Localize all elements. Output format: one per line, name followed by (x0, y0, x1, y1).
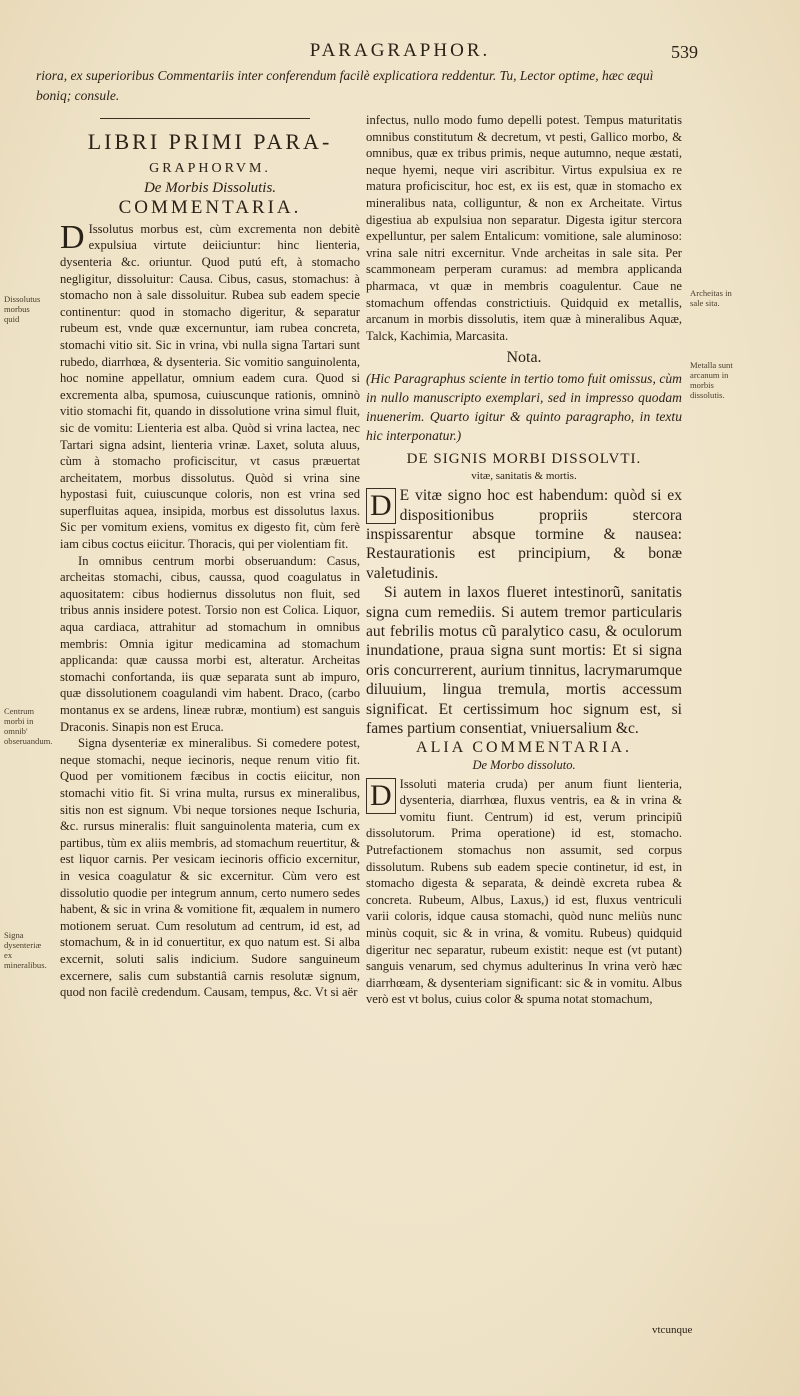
drop-cap-boxed-2: D (366, 778, 396, 814)
right-column (366, 112, 682, 1008)
title-rule (100, 118, 310, 119)
book-subtitle: GRAPHORVM. (149, 161, 271, 176)
book-title: LIBRI PRIMI PARA- (87, 129, 333, 154)
nota-heading: Nota. (506, 349, 542, 367)
catchword: vtcunque (652, 1324, 693, 1336)
alia-paragraph: D Issoluti materia cruda) per anum fiunt lienteria, dysenteria, diarrhœa, fluxus ventris, ea & in vrina & vomitu fiunt. Centrum) id est, verum principiũ dissolutorum. Prima operatione) id est, stomacho. Putrefactionem stomachus non assumit, sed corpus dissolutum. Rubens sub eadem specie continetur, id est, in stomacho digesta & separata, & deindè excreta rubea & concreta. Rubeum, Albus, Laxus,) id est, fluxus ventriculi varii coloris, idque causa stomachi, quòd nunc meliùs nunc minùs coquit, sic & in vrina, & vomitu. Rubeus) quidquid digeritur nec separatur, rubeum existit: neque est (vt putant) sanguis venarum, sed chymus adulterinus In vrina verò hæc diarrhœam, & dysenteriam significant: sic & in vomitu. Albus verò est vt bolus, cuius color & spuma notat stomachum, (366, 776, 682, 1007)
drop-cap: D (60, 218, 85, 256)
paragraph-3: Signa dysenteriæ ex mineralibus. Si comedere potest, neque stomachi, neque iecinoris, neque renum vitio fit. Quod per vomitionem fæcibus in coctis eiicitur, non stomachi vitio fit. Si vrina multa, rursus ex mineralibus, sitis non est signum. Vbi neque torsiones neque Ischuria, &c. rursus mineralis: fluit sanguinolenta materia, cum ex partibus, tùm ex aliis membris, ad stomachum reuertitur, & est liquor carnis. Per vesicam iecinoris officio excernitur, in vesica coagulatur & sic excernitur. Cùm vero est dissolutio quodie per integrum annum, certo numero sedes habent, & sic in vrina & vomitione fit, æqualem in numero motionem seruat. Cum resolutum ad centrum, id est, ad stomachum, & in id conuertitur, ex quo natum est. Si alba excernit, soluti salis indicium. Sudore sanguineum excernere, salis cum substantiâ carnis resolutæ signum, quod non facilè credendum. Causam, tempus, &c. Vt si aër (60, 736, 360, 1000)
paragraph-continued: infectus, nullo modo fumo depelli potest. Tempus maturitatis omnibus constitutum & decretum, vt pesti, Gallico morbo, & omnibus, quæ ex tribus primis, neque autumno, neque æstati, neque hyemi, neque viri ascribitur. Virtus expulsiua ex re matura proficiscitur, hoc est, ex iis est, quæ in stomacho ex mineralibus nata, colliguntur, & non ex Archeitate. Virtus digestiua ab expulsiua non separatur. Digesta igitur stercora expelluntur, per salem Entalicum: vomitione, sale aluminoso: vrina sale nitri excernitur. Vnde archeitas in sale sita. Per scammoneam perperam curamus: ad membra applicanda pharmaca, vt quæ in membris coagulentur. Caue ne stomachum offendas constrictiuis. Quidquid ex metallis, arcanum in morbis dissolutis, item quæ à mineralibus Aquæ, Talck, Kachimia, Marcasita. (366, 113, 682, 343)
margin-note-left-1: Dissolutus morbus quid (4, 294, 41, 324)
nota-text: (Hic Paragraphus sciente in tertio tomo fuit omissus, cùm in nullo manuscripto exemplari, sed in impresso quodam inuenerim. Quarto igitur & quinto paragrapho, in textu hic interponatur.) (366, 370, 682, 443)
page-number: 539 (671, 42, 698, 62)
section-title: De Morbis Dissolutis. (143, 179, 277, 196)
intro-text: riora, ex superioribus Commentariis inter conferendum facilè explicatiora reddentur. Tu, Lector optime, hæc æquì boniq; consule. (36, 68, 654, 103)
alia-subheading: De Morbo dissoluto. (472, 757, 576, 772)
paragraph-1: D Issolutus morbus est, cùm excrementa non debitè expulsiua virtute deiiciuntur: hinc lienteria, dysenteria &c. oriuntur. Quod putú eft, à stomacho negligitur, dissoluitur: Causa. Cibus, casus, stomachus: à stomacho non à sale dissoluitur. Rubea sub eadem specie continentur: quod in stomacho digeritur, & separatur rubeum est, vnde quæ excernuntur, iam rubea concreta, stomachi vitio sit. Sic in vrina, vbi nulla signa Tartari sunt rubedo, diarrhœa, & dysenteria. Sic vomitio sanguinolenta, hoc nomine appellatur, omnium eadem cura. Quod si excrementa alba, spumosa, cuiuscunque rationis, omninò vitio stomachi fit, quando in dissolutione vrina simul fluit, sic de vomitu: Lienteria est alba. Quòd si vrina lactea, nec Tartari signa adsint, lienteria vrinæ. Laxet, soluta aluus, cùm à stomacho proficiscitur, vt casus præuertat archeitatem, morbus dissolutus. Quòd si vrina sine hypostasi fuit, cuiuscunque coloris, non est vrina sed superfluitas aquea, insipida, morbus est dissolutus laxus. Sic per vomitum exiens, vomitus ex digesto fit, cùm ferè iam cibus coctus eiicitur. Thoracis, qui per violentiam fit. (60, 218, 360, 552)
margin-note-left-3: Signa dysenteriæ ex mineralibus. (4, 930, 47, 970)
signis-paragraph-2: Si autem in laxos flueret intestinorũ, sanitatis signa cum remediis. Si autem tremor particularis aut febrilis motus cũ paralytico casu, & oculorum inundatione, praua signa sunt mortis: Et si signa oris concurrerent, aurium tinnitus, lacrymarumque diluuium, lingua tremula, mortis accessum significat. Et certissimum hoc signum est, si fames partium consentiat, vniuersalium &c. (366, 584, 682, 737)
drop-cap-boxed: D (366, 488, 396, 524)
running-head: PARAGRAPHOR. (309, 40, 491, 61)
commentaria-heading: COMMENTARIA. (118, 197, 302, 219)
paragraph-2: In omnibus centrum morbi obseruandum: Casus, archeitas stomachi, cibus, caussa, quod coagulatus in aquositatem: cibus hodiernus dissolutus non fluit, sed tribus annis insidere potest. Torsio non est Colica. Liquor, aqua cardiaca, attrahitur ad stomachum in omnibus membris: Omnia igitur medicamina ad stomachum applicanda: quæ caussa morbi est, alteratur. Archeitas stomachi confortanda, iis quæ separata sunt ab impuro, quæ dissolutionem coagulandi vim habent. Draco, (carbo montanus ex se ardens, lineæ rubræ, montium) est sanguis Draconis. Sinapis non est Eruca. (60, 553, 360, 734)
margin-note-right-2: Metalla sunt arcanum in morbis dissolutis. (690, 360, 733, 400)
left-column (60, 112, 360, 1001)
margin-note-left-2: Centrum morbi in omnib' obseruandum. (4, 706, 53, 746)
signis-heading: DE SIGNIS MORBI DISSOLVTI. (406, 450, 642, 467)
signis-subheading: vitæ, sanitatis & mortis. (471, 469, 577, 482)
margin-note-right-1: Archeitas in sale sita. (690, 288, 732, 308)
alia-heading: ALIA COMMENTARIA. (416, 739, 632, 757)
signis-paragraph-1: D E vitæ signo hoc est habendum: quòd si ex dispositionibus propriis stercora inspissarentur absque tormine & nausea: Restaurationis est principium, & bonæ valetudinis. (366, 487, 682, 582)
